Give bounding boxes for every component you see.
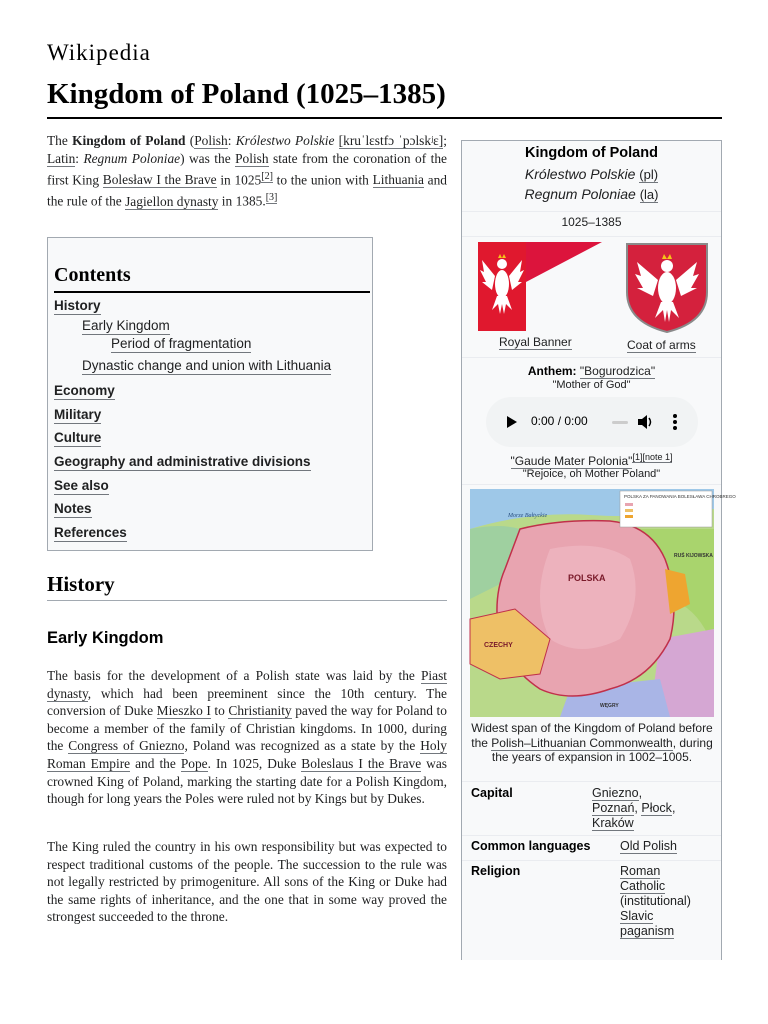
- boleslaw-link[interactable]: Bolesław I the Brave: [102, 172, 217, 188]
- wikipedia-logo[interactable]: Wikipedia: [47, 40, 151, 65]
- infobox-divider: [462, 781, 721, 782]
- toc-item-history[interactable]: History: [54, 298, 101, 313]
- infobox-divider: [462, 236, 721, 237]
- coat-of-arms-image[interactable]: [625, 242, 709, 334]
- map-label-czechy: CZECHY: [484, 642, 513, 649]
- anthem-audio-player: [486, 397, 698, 447]
- roman-catholic-link[interactable]: Roman Catholic: [620, 864, 666, 893]
- lead-paragraph: The Kingdom of Poland (Polish: Królestwo Polskie [kruˈlɛstfɔ ˈpɔlskʲɛ]; Latin: Regnum Poloniae) was the Polish state from the coronation of the first King Bolesław I the Brave in 1025[2] to the union with Lithuania and the rule of the Jagiellon dynasty in 1385.[3]: [47, 133, 447, 209]
- polish-language-code-link[interactable]: (pl): [639, 167, 659, 182]
- table-of-contents: [47, 237, 373, 551]
- coat-of-arms-caption[interactable]: Coat of arms: [627, 338, 696, 352]
- kingdom-map-image[interactable]: [470, 489, 736, 717]
- gaude-mater-polonia-link[interactable]: "Gaude Mater Polonia": [510, 454, 633, 468]
- early-kingdom-paragraph-1: The basis for the development of a Polish state was laid by the Piast dynasty, which had been preeminent since the 10th century. The conversion of Duke Mieszko I to Christianity paved the way for Poland to become a member of the family of Christian kingdoms. In 1000, during the Congress of Gniezno, Poland was recognized as a state by the Holy Roman Empire and the Pope. In 1025, Duke Boleslaus I the Brave was crowned King of Poland, marking the starting date for a Polish Kingdom, though for long years the Poles were ruled not by Kings but by Dukes.: [47, 668, 447, 807]
- languages-value: [620, 839, 677, 854]
- map-label-rus: RUŚ KIJOWSKA: [674, 553, 713, 559]
- toc-item-see-also[interactable]: See also: [54, 478, 109, 493]
- map-caption: Widest span of the Kingdom of Poland before the Polish–Lithuanian Commonwealth, during the years of expansion in 1002–1005.: [471, 721, 713, 764]
- audio-progress-bar[interactable]: [612, 421, 628, 424]
- toc-item-early-kingdom[interactable]: Early Kingdom: [82, 318, 170, 333]
- lithuania-link[interactable]: Lithuania: [372, 172, 424, 188]
- royal-banner-caption[interactable]: Royal Banner: [499, 335, 572, 349]
- toc-title: Contents: [54, 264, 131, 286]
- congress-of-gniezno-link[interactable]: Congress of Gniezno: [68, 738, 185, 754]
- toc-divider: [54, 291, 370, 293]
- play-icon[interactable]: [507, 416, 517, 428]
- ipa-pronunciation-link[interactable]: [kruˈlɛstfɔ ˈpɔlskʲɛ]: [338, 133, 444, 148]
- map-label-wegry: WĘGRY: [600, 703, 619, 709]
- slavic-paganism-link[interactable]: Slavic paganism: [620, 909, 675, 938]
- infobox-divider: [462, 484, 721, 485]
- toc-item-dynastic-change[interactable]: Dynastic change and union with Lithuania: [82, 358, 332, 373]
- anthem-2-line: [462, 452, 721, 468]
- history-heading-divider: [47, 600, 447, 601]
- old-polish-link[interactable]: Old Polish: [620, 839, 677, 853]
- map-label-sea: Morze Bałtyckie: [508, 513, 548, 519]
- anthem-2-references-link[interactable]: [1][note 1]: [632, 452, 673, 462]
- piast-dynasty-link[interactable]: Piast dynasty: [47, 668, 447, 701]
- volume-icon[interactable]: [637, 414, 653, 430]
- infobox-divider: [462, 211, 721, 212]
- anthem-label: Anthem:: [527, 364, 577, 378]
- latin-name: Regnum Poloniae: [83, 151, 181, 166]
- map-title: POLSKA ZA PANOWANIA BOLESŁAWA CHROBREGO: [624, 494, 736, 499]
- toc-item-period-of-fragmentation[interactable]: Period of fragmentation: [111, 336, 252, 351]
- toc-item-economy[interactable]: Economy: [54, 383, 115, 398]
- capital-label: Capital: [471, 786, 513, 800]
- infobox-years: 1025–1385: [561, 215, 622, 229]
- title-divider: [47, 117, 722, 119]
- poznan-link[interactable]: Poznań: [592, 801, 635, 815]
- krakow-link[interactable]: Kraków: [592, 816, 634, 830]
- mieszko-link[interactable]: Mieszko I: [156, 703, 211, 719]
- religion-label: Religion: [471, 864, 521, 878]
- toc-item-military[interactable]: Military: [54, 407, 102, 422]
- toc-item-geography[interactable]: Geography and administrative divisions: [54, 454, 311, 469]
- toc-item-references[interactable]: References: [54, 525, 127, 540]
- history-heading: History: [47, 572, 115, 596]
- pope-link[interactable]: Pope: [180, 755, 208, 771]
- holy-roman-empire-link[interactable]: Holy Roman Empire: [47, 738, 447, 771]
- reference-2-link[interactable]: [2]: [261, 171, 273, 182]
- toc-item-culture[interactable]: Culture: [54, 430, 102, 445]
- infobox-native-name-latin: Regnum Poloniae (la): [524, 186, 659, 202]
- capital-value: Gniezno, Poznań, Płock, Kraków: [592, 786, 676, 830]
- royal-banner-image[interactable]: [478, 242, 602, 334]
- page-title: Kingdom of Poland (1025–1385): [47, 78, 446, 110]
- polish-lithuanian-commonwealth-link[interactable]: Polish–Lithuanian Commonwealth: [491, 735, 673, 750]
- plock-link[interactable]: Płock: [641, 801, 672, 815]
- anthem-translation: "Mother of God": [552, 379, 631, 391]
- toc-item-notes[interactable]: Notes: [54, 501, 92, 516]
- polish-name: Królestwo Polskie: [235, 133, 335, 148]
- infobox-divider: [462, 357, 721, 358]
- anthem-line: [462, 364, 721, 378]
- early-kingdom-paragraph-2: The King ruled the country in his own responsibility but was expected to respect traditional customs of the people. The succession to the rule was not legally restricted by primogeniture. All sons of the King or Duke had the same rights of inheritance, and the one that in some way proved the strongest succeeded to the throne.: [47, 839, 447, 925]
- bogurodzica-link[interactable]: "Bogurodzica": [579, 364, 656, 378]
- more-options-icon[interactable]: [673, 413, 677, 431]
- latin-language-link[interactable]: Latin: [47, 151, 76, 166]
- early-kingdom-heading: Early Kingdom: [47, 629, 164, 647]
- religion-value: Roman Catholic (institutional) Slavic paganism: [620, 864, 691, 938]
- reference-3-link[interactable]: [3]: [265, 192, 278, 204]
- polish-language-link[interactable]: Polish: [194, 133, 228, 148]
- lead-bold-subject: Kingdom of Poland: [72, 133, 186, 148]
- gniezno-link[interactable]: Gniezno: [592, 786, 639, 800]
- infobox-divider: [462, 835, 721, 836]
- anthem-2-translation: "Rejoice, oh Mother Poland": [522, 468, 661, 480]
- boleslaus-link[interactable]: Boleslaus I the Brave: [301, 755, 422, 771]
- infobox-divider: [462, 860, 721, 861]
- latin-language-code-link[interactable]: (la): [639, 187, 659, 202]
- jagiellon-dynasty-link[interactable]: Jagiellon dynasty: [125, 193, 219, 209]
- infobox-title: Kingdom of Poland: [525, 145, 658, 161]
- christianity-link[interactable]: Christianity: [228, 703, 292, 719]
- polish-state-link[interactable]: Polish: [235, 151, 269, 166]
- infobox-native-name-polish: Królestwo Polskie (pl): [524, 166, 659, 182]
- infobox: [461, 140, 736, 960]
- languages-label: Common languages: [471, 839, 591, 853]
- map-label-polska: POLSKA: [568, 573, 606, 583]
- audio-time: 0:00 / 0:00: [531, 414, 588, 428]
